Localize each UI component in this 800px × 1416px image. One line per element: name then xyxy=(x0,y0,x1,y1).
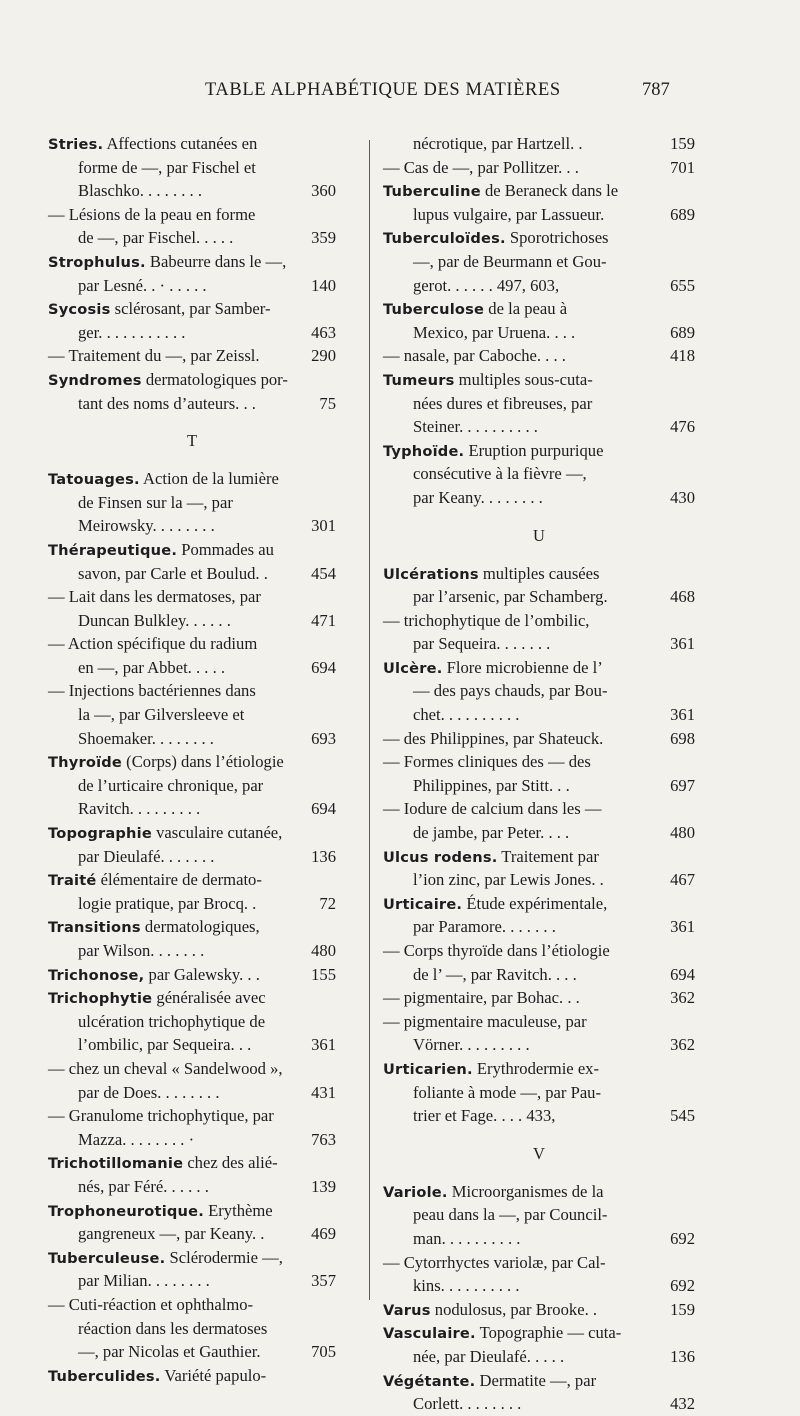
index-line xyxy=(48,868,336,892)
page-header xyxy=(0,80,800,110)
index-keyword: Thyroïde xyxy=(48,754,123,772)
index-text: Babeurre dans le —, xyxy=(145,251,287,271)
index-text: — chez un cheval « Sandelwood », xyxy=(48,1058,283,1078)
index-line xyxy=(48,915,336,939)
index-text: nécrotique, par Hartzell. . xyxy=(413,134,583,153)
index-text: Affections cutanées en xyxy=(103,134,258,153)
index-line xyxy=(48,609,336,633)
index-text: Dermatite —, par xyxy=(475,1370,597,1390)
page-reference: 301 xyxy=(311,516,336,536)
index-text: gangreneux —, par Keany. . xyxy=(78,1224,265,1244)
page-reference: 361 xyxy=(670,917,695,937)
index-line xyxy=(48,1293,336,1317)
index-text: — des pays chauds, par Bou- xyxy=(413,681,608,701)
section-letter: U xyxy=(533,525,545,545)
index-line xyxy=(48,656,336,680)
index-text: Mexico, par Uruena. . . . xyxy=(413,322,576,342)
index-text: Variété papulo- xyxy=(160,1365,267,1385)
index-text: Duncan Bulkley. . . . . . xyxy=(78,610,231,630)
index-text: Steiner. . . . . . . . . . xyxy=(413,417,538,437)
running-title: TABLE ALPHABÉTIQUE DES MATIÈRES xyxy=(205,80,561,100)
index-line xyxy=(383,439,695,463)
index-line xyxy=(383,392,695,416)
index-text: ulcération trichophytique de xyxy=(78,1011,266,1031)
index-text: — Iodure de calcium dans les — xyxy=(383,799,602,819)
index-keyword: Strophulus. xyxy=(48,253,146,271)
index-text: par Dieulafé. . . . . . . xyxy=(78,846,215,866)
index-keyword: Varus xyxy=(383,1301,431,1319)
index-line xyxy=(48,274,336,298)
index-line xyxy=(383,415,695,439)
index-line xyxy=(383,1298,695,1322)
index-text: Philippines, par Stitt. . . xyxy=(413,775,570,795)
page-reference: 290 xyxy=(311,346,336,366)
column-divider xyxy=(369,140,370,1300)
index-line xyxy=(383,203,695,227)
index-line xyxy=(48,1364,336,1388)
index-keyword: Végétante. xyxy=(383,1372,476,1390)
index-text: Microorganismes de la xyxy=(447,1181,604,1201)
index-line xyxy=(383,727,695,751)
page-reference: 357 xyxy=(311,1271,336,1291)
index-text: par Paramore. . . . . . . xyxy=(413,917,556,937)
page-reference: 418 xyxy=(670,346,695,366)
index-text: Erythrodermie ex- xyxy=(472,1058,600,1078)
index-line xyxy=(383,1369,695,1393)
index-line xyxy=(48,986,336,1010)
index-keyword: Thérapeutique. xyxy=(48,541,178,559)
index-keyword: Tuberculoïdes. xyxy=(383,230,506,248)
index-text: généralisée avec xyxy=(152,988,266,1008)
index-line xyxy=(48,538,336,562)
index-keyword: Urticaire. xyxy=(383,895,463,913)
index-text: l’ombilic, par Sequeira. . . xyxy=(78,1035,252,1055)
page-reference: 476 xyxy=(670,417,695,437)
index-line xyxy=(383,562,695,586)
index-line xyxy=(48,963,336,987)
index-text: née, par Dieulafé. . . . . xyxy=(413,1346,565,1366)
page-reference: 467 xyxy=(670,870,695,890)
index-line xyxy=(48,226,336,250)
page-reference: 362 xyxy=(670,988,695,1008)
page-reference: 545 xyxy=(670,1106,695,1126)
page-reference: 155 xyxy=(311,964,336,984)
index-text: Meirowsky. . . . . . . . xyxy=(78,516,215,536)
index-text: — pigmentaire maculeuse, par xyxy=(383,1011,587,1031)
index-line xyxy=(48,632,336,656)
page-reference: 431 xyxy=(311,1082,336,1102)
index-text: kins. . . . . . . . . . xyxy=(413,1276,520,1296)
index-text: — pigmentaire, par Bohac. . . xyxy=(383,988,580,1008)
index-line xyxy=(383,821,695,845)
index-text: Mazza. . . . . . . . · xyxy=(78,1129,195,1149)
index-text: consécutive à la fièvre —, xyxy=(413,464,587,484)
index-line xyxy=(48,1128,336,1152)
index-line xyxy=(48,344,336,368)
index-text: — Cas de —, par Pollitzer. . . xyxy=(383,157,579,177)
index-line xyxy=(383,868,695,892)
index-line xyxy=(48,1269,336,1293)
index-keyword: Sycosis xyxy=(48,301,111,319)
index-text: peau dans la —, par Council- xyxy=(413,1205,608,1225)
index-keyword: Tatouages. xyxy=(48,471,140,489)
index-line xyxy=(48,1151,336,1175)
index-line xyxy=(48,368,336,392)
index-line xyxy=(383,986,695,1010)
index-line xyxy=(383,632,695,656)
index-line xyxy=(383,585,695,609)
index-keyword: Topographie xyxy=(48,825,152,843)
page-reference: 72 xyxy=(319,893,336,913)
page-reference: 361 xyxy=(670,634,695,654)
index-text: savon, par Carle et Boulud. . xyxy=(78,563,268,583)
index-text: l’ion zinc, par Lewis Jones. . xyxy=(413,870,604,890)
page-reference: 689 xyxy=(670,204,695,224)
index-keyword: Ulcus rodens. xyxy=(383,848,498,866)
page-reference: 136 xyxy=(311,846,336,866)
index-line xyxy=(383,939,695,963)
page-reference: 136 xyxy=(670,1346,695,1366)
index-line xyxy=(48,1033,336,1057)
page-reference: 362 xyxy=(670,1035,695,1055)
index-line xyxy=(48,939,336,963)
index-text: Pommades au xyxy=(177,539,274,559)
page-reference: 692 xyxy=(670,1276,695,1296)
index-text: élémentaire de dermato- xyxy=(96,870,262,890)
index-line xyxy=(48,156,336,180)
index-text: man. . . . . . . . . . xyxy=(413,1228,521,1248)
index-text: dermatologiques por- xyxy=(141,369,288,389)
index-text: nés, par Féré. . . . . . xyxy=(78,1176,209,1196)
index-keyword: Transitions xyxy=(48,919,141,937)
index-line xyxy=(383,1345,695,1369)
index-keyword: Typhoïde. xyxy=(383,442,465,460)
index-line xyxy=(383,797,695,821)
page-reference: 361 xyxy=(311,1035,336,1055)
index-text: par l’arsenic, par Schamberg. xyxy=(413,587,608,607)
index-line xyxy=(383,1033,695,1057)
index-line xyxy=(383,179,695,203)
index-text: — trichophytique de l’ombilic, xyxy=(383,610,590,630)
page-reference: 360 xyxy=(311,181,336,201)
index-text: tant des noms d’auteurs. . . xyxy=(78,393,256,413)
index-line xyxy=(48,132,336,156)
index-line xyxy=(48,1175,336,1199)
index-line xyxy=(48,1222,336,1246)
index-text: nées dures et fibreuses, par xyxy=(413,393,593,413)
page-reference: 432 xyxy=(670,1394,695,1414)
index-text: logie pratique, par Brocq. . xyxy=(78,893,257,913)
index-text: (Corps) dans l’étiologie xyxy=(122,752,284,772)
index-line xyxy=(48,1317,336,1341)
index-line xyxy=(48,1057,336,1081)
index-text: Sclérodermie —, xyxy=(165,1247,283,1267)
index-text: chet. . . . . . . . . . xyxy=(413,705,520,725)
index-text: — des Philippines, par Shateuck. xyxy=(383,728,604,748)
index-line xyxy=(383,679,695,703)
index-text: de l’ —, par Ravitch. . . . xyxy=(413,964,577,984)
index-line xyxy=(383,486,695,510)
index-line xyxy=(383,1227,695,1251)
index-text: Ravitch. . . . . . . . . xyxy=(78,799,201,819)
index-keyword: Tuberculides. xyxy=(48,1367,161,1385)
index-keyword: Ulcère. xyxy=(383,659,443,677)
index-text: — Formes cliniques des — des xyxy=(383,752,591,772)
index-text: par Lesné. . · . . . . . xyxy=(78,275,207,295)
index-line xyxy=(48,1246,336,1270)
index-text: — nasale, par Caboche. . . . xyxy=(383,346,566,366)
index-text: la —, par Gilversleeve et xyxy=(78,705,245,725)
page-reference: 692 xyxy=(670,1228,695,1248)
index-line xyxy=(383,321,695,345)
index-text: —, par de Beurmann et Gou- xyxy=(413,251,607,271)
index-text: lupus vulgaire, par Lassueur. xyxy=(413,204,605,224)
page-reference: 463 xyxy=(311,322,336,342)
section-letter: V xyxy=(533,1143,545,1163)
index-line xyxy=(48,297,336,321)
index-line xyxy=(383,368,695,392)
index-line xyxy=(383,915,695,939)
index-keyword: Trophoneurotique. xyxy=(48,1202,204,1220)
index-line xyxy=(383,656,695,680)
page-reference: 694 xyxy=(311,657,336,677)
index-text: Action de la lumière xyxy=(139,469,279,489)
index-line xyxy=(383,1274,695,1298)
page-reference: 701 xyxy=(670,157,695,177)
index-line xyxy=(48,821,336,845)
index-text: foliante à mode —, par Pau- xyxy=(413,1082,602,1102)
index-keyword: Syndromes xyxy=(48,371,142,389)
index-line xyxy=(48,797,336,821)
index-text: dermatologiques, xyxy=(140,917,260,937)
index-text: Sporotrichoses xyxy=(505,228,609,248)
index-text: vasculaire cutanée, xyxy=(151,823,283,843)
index-text: Corlett. . . . . . . . xyxy=(413,1394,522,1414)
index-line xyxy=(383,750,695,774)
index-text: de Beraneck dans le xyxy=(480,181,619,201)
index-line xyxy=(383,1180,695,1204)
index-line xyxy=(383,132,695,156)
index-line xyxy=(383,774,695,798)
section-letter: T xyxy=(186,431,198,451)
index-line xyxy=(48,562,336,586)
page-reference: 159 xyxy=(670,1299,695,1319)
page-reference: 694 xyxy=(311,799,336,819)
index-text: sclérosant, par Samber- xyxy=(110,299,271,319)
index-line xyxy=(383,156,695,180)
index-keyword: Tuberculose xyxy=(383,301,485,319)
index-line xyxy=(48,491,336,515)
index-keyword: Ulcérations xyxy=(383,565,479,583)
index-keyword: Traité xyxy=(48,872,97,890)
page-number: 787 xyxy=(642,80,670,100)
index-line xyxy=(383,845,695,869)
index-text: Topographie — cuta- xyxy=(475,1323,622,1343)
page-reference: 469 xyxy=(311,1224,336,1244)
index-line xyxy=(48,727,336,751)
page-reference: 359 xyxy=(311,228,336,248)
index-line xyxy=(48,679,336,703)
index-line xyxy=(48,1010,336,1034)
page-reference: 694 xyxy=(670,964,695,984)
index-text: par Keany. . . . . . . . xyxy=(413,487,543,507)
index-text: — Action spécifique du radium xyxy=(48,634,258,654)
index-line xyxy=(48,514,336,538)
index-text: — Lait dans les dermatoses, par xyxy=(48,587,261,607)
index-line xyxy=(383,274,695,298)
index-text: de —, par Fischel. . . . . xyxy=(78,228,234,248)
index-line xyxy=(383,226,695,250)
index-keyword: Tumeurs xyxy=(383,371,455,389)
page-reference: 430 xyxy=(670,487,695,507)
index-text: Étude expérimentale, xyxy=(462,893,608,913)
index-text: forme de —, par Fischel et xyxy=(78,157,256,177)
index-line xyxy=(48,179,336,203)
index-text: nodulosus, par Brooke. . xyxy=(430,1299,598,1319)
page-reference: 697 xyxy=(670,775,695,795)
index-line xyxy=(383,1081,695,1105)
index-line xyxy=(48,392,336,416)
index-text: de l’urticaire chronique, par xyxy=(78,775,264,795)
page-reference: 698 xyxy=(670,728,695,748)
index-line xyxy=(48,1104,336,1128)
index-text: multiples sous-cuta- xyxy=(454,369,593,389)
page-reference: 689 xyxy=(670,322,695,342)
page-reference: 159 xyxy=(670,134,695,153)
index-text: Vörner. . . . . . . . . xyxy=(413,1035,530,1055)
index-text: par de Does. . . . . . . . xyxy=(78,1082,220,1102)
index-line xyxy=(48,750,336,774)
index-text: en —, par Abbet. . . . . xyxy=(78,657,226,677)
index-text: —, par Nicolas et Gauthier. xyxy=(78,1342,261,1362)
index-keyword: Trichotillomanie xyxy=(48,1155,184,1173)
index-text: de jambe, par Peter. . . . xyxy=(413,823,570,843)
index-text: — Granulome trichophytique, par xyxy=(48,1106,274,1126)
index-line xyxy=(383,963,695,987)
index-keyword: Tuberculine xyxy=(383,183,481,201)
index-text: ger. . . . . . . . . . . xyxy=(78,322,186,342)
index-text: Erythème xyxy=(204,1200,273,1220)
index-text: Shoemaker. . . . . . . . xyxy=(78,728,214,748)
index-line xyxy=(383,609,695,633)
index-line xyxy=(48,250,336,274)
index-text: Eruption purpurique xyxy=(464,440,604,460)
index-line xyxy=(48,892,336,916)
index-keyword: Trichonose, xyxy=(48,966,145,984)
index-line xyxy=(48,845,336,869)
page-reference: 480 xyxy=(311,941,336,960)
page-reference: 139 xyxy=(311,1176,336,1196)
index-keyword: Variole. xyxy=(383,1183,448,1201)
index-line xyxy=(48,1199,336,1223)
index-text: par Milian. . . . . . . . xyxy=(78,1271,210,1291)
index-line xyxy=(48,321,336,345)
page-reference: 471 xyxy=(311,610,336,630)
index-keyword: Stries. xyxy=(48,136,104,153)
index-line xyxy=(48,1340,336,1364)
index-text: — Lésions de la peau en forme xyxy=(48,204,256,224)
index-text: Blaschko. . . . . . . . xyxy=(78,181,202,201)
page-reference: 480 xyxy=(670,823,695,843)
index-text: de Finsen sur la —, par xyxy=(78,492,233,512)
index-text: par Sequeira. . . . . . . xyxy=(413,634,551,654)
index-line xyxy=(383,462,695,486)
index-text: réaction dans les dermatoses xyxy=(78,1318,268,1338)
index-text: — Corps thyroïde dans l’étiologie xyxy=(383,941,610,960)
index-line xyxy=(383,1251,695,1275)
index-column-right xyxy=(383,132,695,1416)
index-text: multiples causées xyxy=(478,563,600,583)
page-reference: 454 xyxy=(311,563,336,583)
index-line xyxy=(383,1392,695,1416)
index-line xyxy=(48,467,336,491)
index-line xyxy=(383,297,695,321)
index-line xyxy=(48,1081,336,1105)
index-line xyxy=(383,703,695,727)
page-reference: 705 xyxy=(311,1342,336,1362)
index-text: — Cytorrhyctes variolæ, par Cal- xyxy=(383,1252,606,1272)
index-line xyxy=(48,774,336,798)
index-text: trier et Fage. . . . 433, xyxy=(413,1106,556,1126)
page-reference: 75 xyxy=(319,393,336,413)
index-keyword: Urticarien. xyxy=(383,1060,473,1078)
index-column-left xyxy=(48,132,336,1387)
index-line xyxy=(383,1203,695,1227)
index-line xyxy=(48,585,336,609)
index-text: de la peau à xyxy=(484,299,568,319)
index-keyword: Vasculaire. xyxy=(383,1325,476,1343)
index-line xyxy=(383,344,695,368)
index-text: par Wilson. . . . . . . xyxy=(78,941,205,960)
page-reference: 468 xyxy=(670,587,695,607)
index-keyword: Trichophytie xyxy=(48,990,153,1008)
index-text: — Cuti-réaction et ophthalmo- xyxy=(48,1294,254,1314)
page-reference: 140 xyxy=(311,275,336,295)
index-line xyxy=(383,1321,695,1345)
index-line xyxy=(48,703,336,727)
page-reference: 763 xyxy=(311,1129,336,1149)
page-reference: 655 xyxy=(670,275,695,295)
index-text: Traitement par xyxy=(497,846,599,866)
index-text: — Traitement du —, par Zeissl. xyxy=(48,346,260,366)
index-text: Flore microbienne de l’ xyxy=(442,657,603,677)
index-line xyxy=(48,203,336,227)
index-text: chez des alié- xyxy=(183,1153,278,1173)
index-line xyxy=(383,1104,695,1128)
index-line xyxy=(383,1057,695,1081)
index-line xyxy=(383,1010,695,1034)
index-text: — Injections bactériennes dans xyxy=(48,681,256,701)
index-line xyxy=(383,892,695,916)
page-reference: 693 xyxy=(311,728,336,748)
index-text: gerot. . . . . . 497, 603, xyxy=(413,275,560,295)
index-text: par Galewsky. . . xyxy=(144,964,260,984)
index-line xyxy=(383,250,695,274)
index-keyword: Tuberculeuse. xyxy=(48,1249,166,1267)
page-reference: 361 xyxy=(670,705,695,725)
